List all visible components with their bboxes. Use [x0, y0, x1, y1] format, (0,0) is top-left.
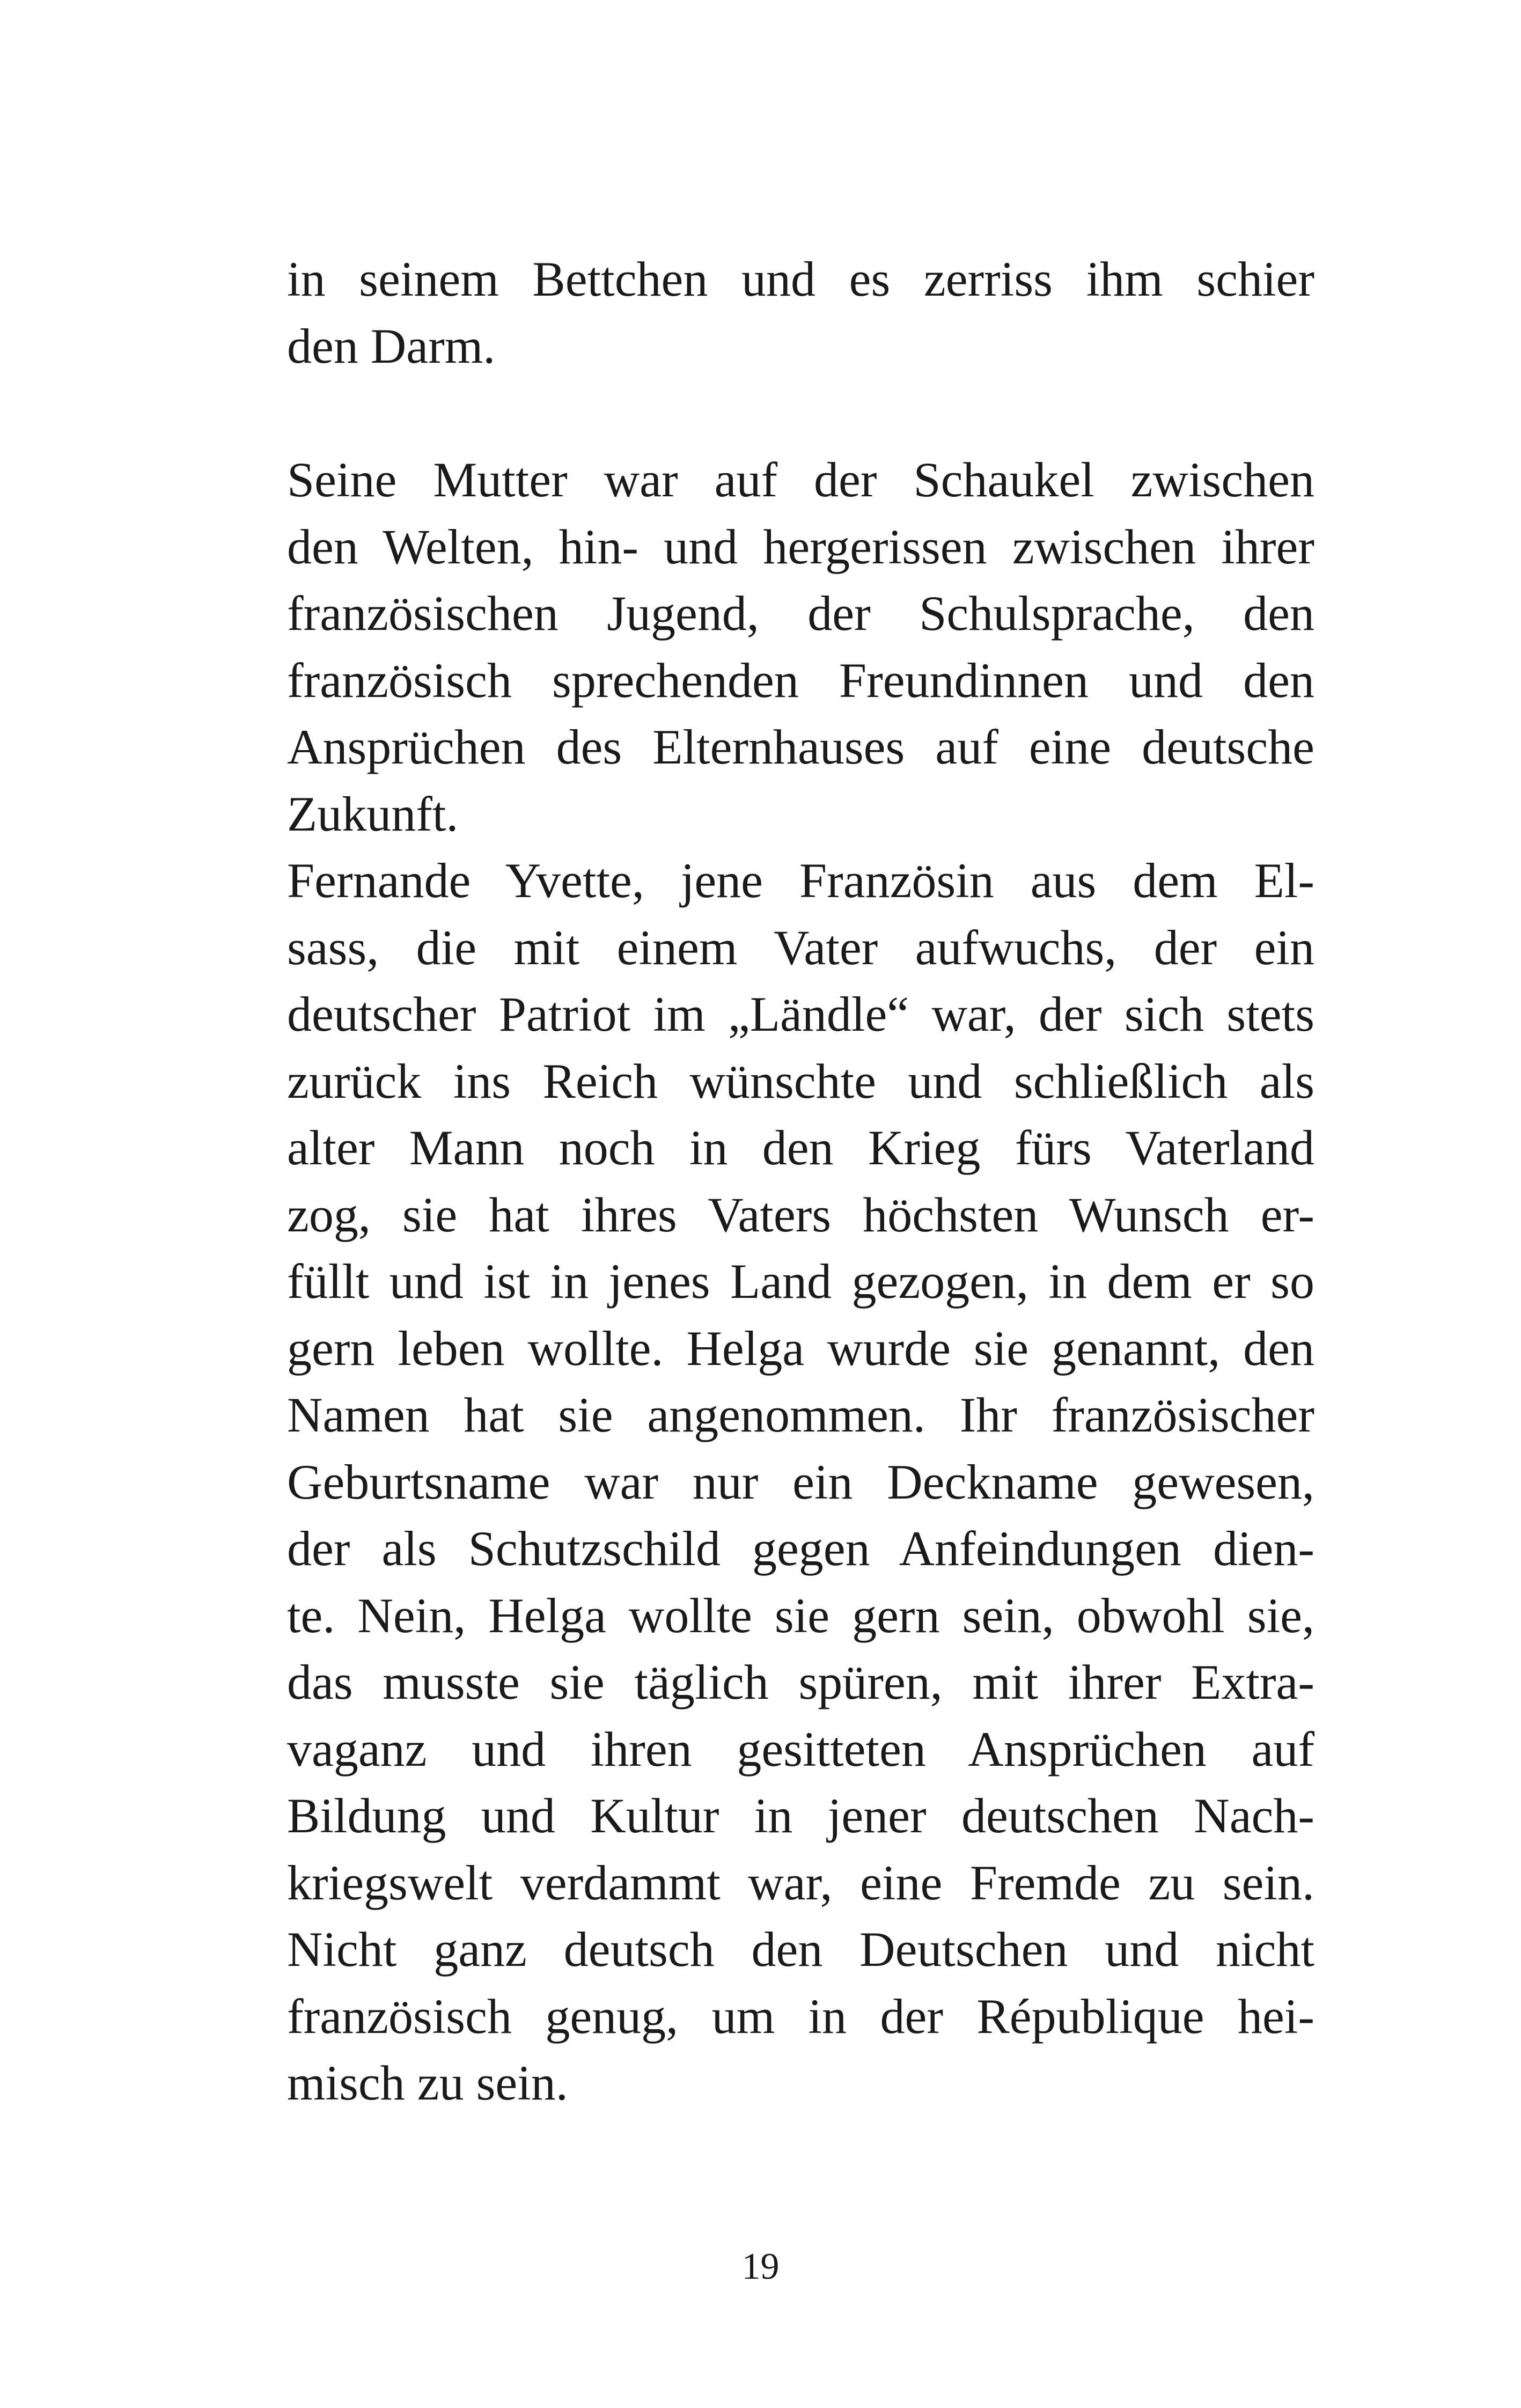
text-line: französischen Jugend, der Schulsprache, den [287, 586, 1314, 641]
paragraph-continuation [287, 246, 1314, 379]
text-line: zog, sie hat ihres Vaters höchsten Wunsch er- [287, 1187, 1314, 1242]
page-number: 19 [741, 2246, 780, 2287]
text-line: Zukunft. [287, 786, 459, 841]
text-line: te. Nein, Helga wollte sie gern sein, obwohl sie, [287, 1588, 1314, 1643]
text-line: Bildung und Kultur in jener deutschen Nach- [287, 1788, 1314, 1843]
text-line: Geburtsname war nur ein Deckname gewesen, [287, 1454, 1314, 1509]
text-line: den Darm. [287, 318, 496, 373]
text-line: kriegswelt verdammt war, eine Fremde zu sein. [287, 1855, 1314, 1910]
text-line: französisch genug, um in der République hei- [287, 1988, 1314, 2044]
text-line: deutscher Patriot im „Ländle“ war, der sich stets [287, 987, 1314, 1041]
text-line: Ansprüchen des Elternhauses auf eine deutsche [287, 720, 1314, 774]
text-line: Seine Mutter war auf der Schaukel zwischen [287, 452, 1314, 507]
text-line: den Welten, hin- und hergerissen zwischen ihrer [287, 519, 1314, 574]
text-line: in seinem Bettchen und es zerriss ihm schier [287, 252, 1314, 306]
text-line: das musste sie täglich spüren, mit ihrer Extra- [287, 1655, 1314, 1709]
text-line: Fernande Yvette, jene Französin aus dem El- [287, 853, 1314, 908]
text-line: Nicht ganz deutsch den Deutschen und nicht [287, 1922, 1314, 1977]
text-line: misch zu sein. [287, 2055, 568, 2110]
text-line: französisch sprechenden Freundinnen und den [287, 652, 1314, 708]
text-line: zurück ins Reich wünschte und schließlich als [287, 1053, 1314, 1108]
text-line: füllt und ist in jenes Land gezogen, in dem er so [287, 1254, 1314, 1309]
paragraph-main [287, 446, 1314, 2117]
text-line: sass, die mit einem Vater aufwuchs, der ein [287, 920, 1314, 975]
text-line: vaganz und ihren gesitteten Ansprüchen auf [287, 1721, 1314, 1776]
text-line: der als Schutzschild gegen Anfeindungen dien- [287, 1521, 1314, 1576]
text-line: alter Mann noch in den Krieg fürs Vaterland [287, 1120, 1314, 1175]
text-line: gern leben wollte. Helga wurde sie genannt, den [287, 1320, 1314, 1376]
text-line: Namen hat sie angenommen. Ihr französischer [287, 1387, 1314, 1442]
